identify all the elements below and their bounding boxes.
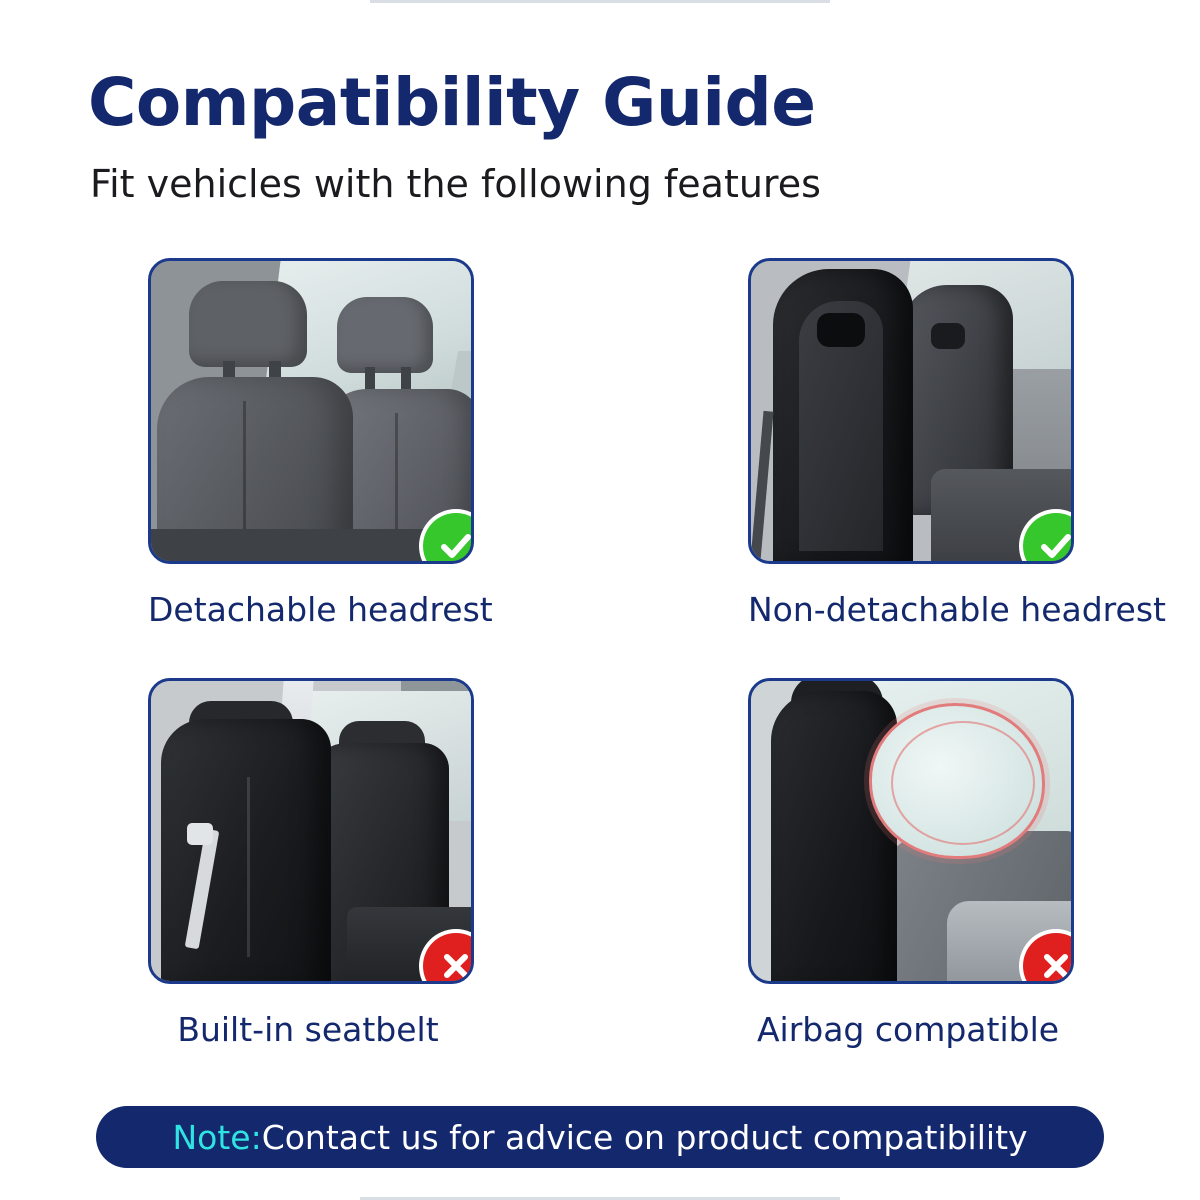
- card-caption: Non-detachable headrest: [748, 590, 1166, 629]
- card-caption: Airbag compatible: [756, 1010, 1060, 1049]
- note-text: Contact us for advice on product compatibility: [261, 1117, 1028, 1157]
- top-edge-divider: [370, 0, 830, 3]
- card-image-detachable-headrest: [148, 258, 474, 564]
- card-caption: Detachable headrest: [148, 590, 493, 629]
- page-title: Compatibility Guide: [88, 64, 816, 141]
- card-caption: Built-in seatbelt: [177, 1010, 439, 1049]
- compatibility-card-non-detachable-headrest: [748, 258, 1166, 629]
- compatibility-card-detachable-headrest: [148, 258, 493, 629]
- card-image-built-in-seatbelt: [148, 678, 474, 984]
- compatibility-card-built-in-seatbelt: [148, 678, 468, 1049]
- card-image-non-detachable-headrest: [748, 258, 1074, 564]
- page-subtitle: Fit vehicles with the following features: [90, 162, 821, 206]
- card-image-airbag-compatible: [748, 678, 1074, 984]
- note-label: Note:: [172, 1117, 262, 1157]
- note-banner: [96, 1106, 1104, 1168]
- compatibility-card-airbag-compatible: [748, 678, 1068, 1049]
